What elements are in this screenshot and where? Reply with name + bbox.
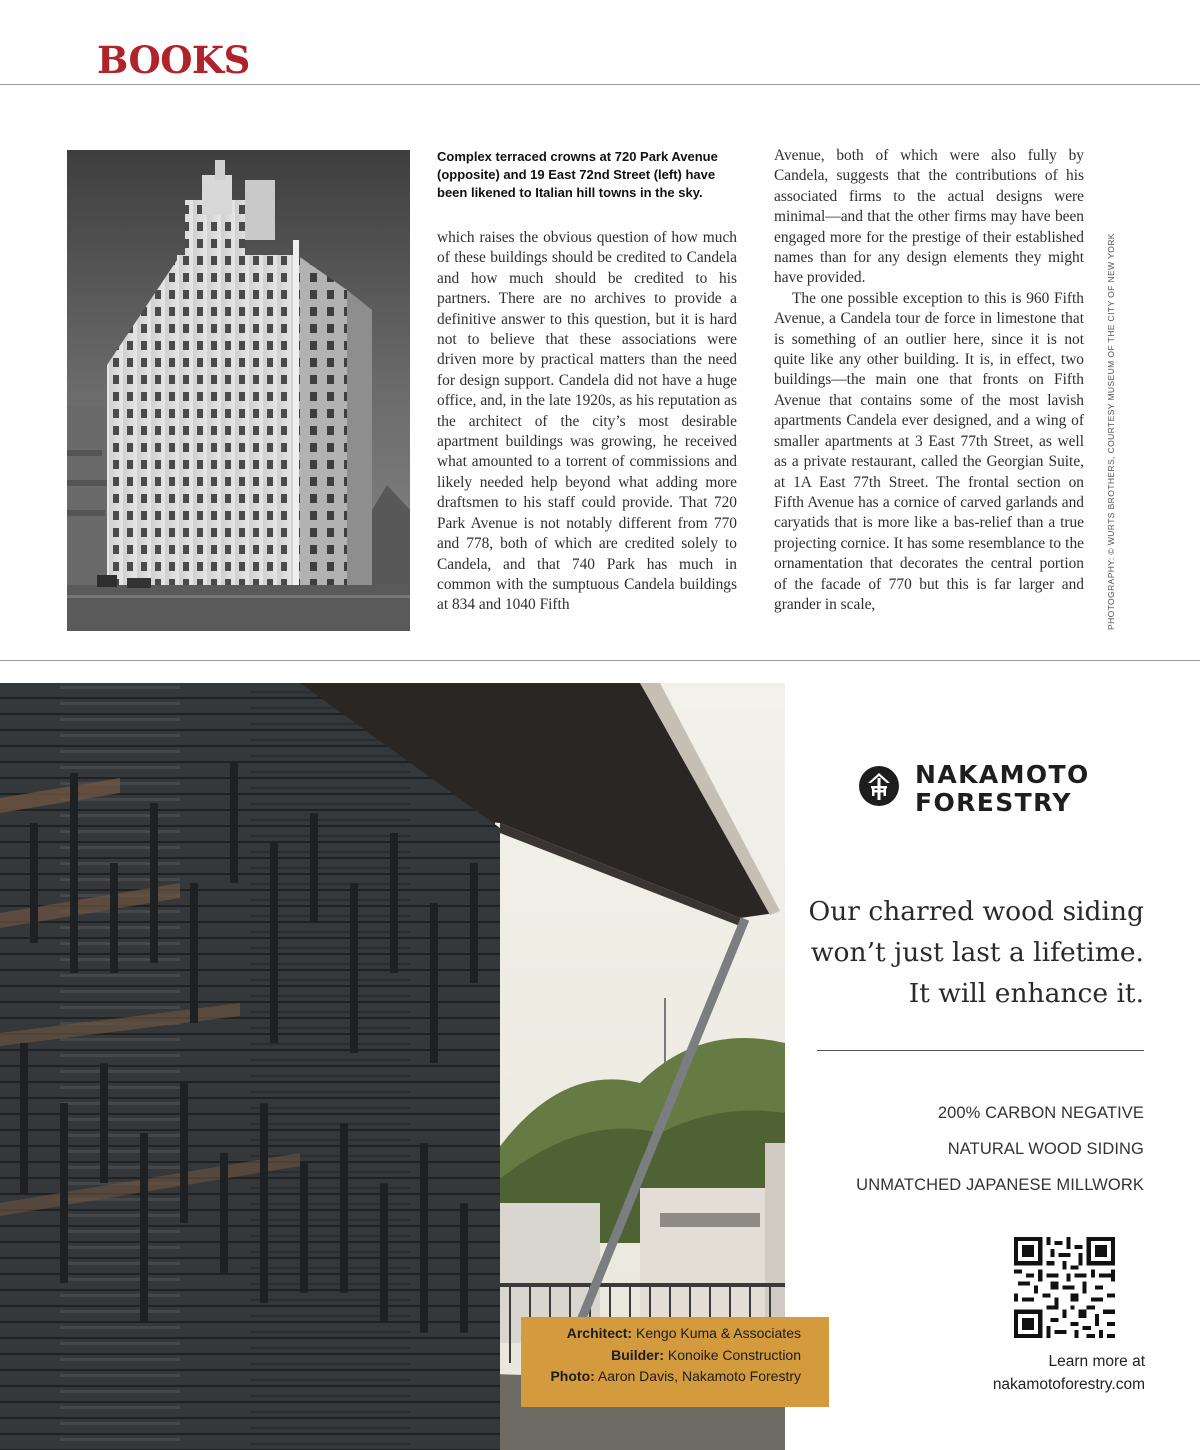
qr-code-icon[interactable] xyxy=(1014,1237,1115,1338)
headline-line: It will enhance it. xyxy=(908,978,1144,1009)
section-label: BOOKS xyxy=(97,38,250,82)
credit-value: Kengo Kuma & Associates xyxy=(636,1325,801,1341)
headline-line: Our charred wood siding xyxy=(808,896,1144,927)
article-paragraph: which raises the obvious question of how much of these buildings should be credited to Candela and how much should be credited to his partners. There are no archives to provide a definitive answer to this question, but it is hard not to believe that these associations were driven more by practical matters than the need for design support. Candela did not have a huge office, and, in the late 1920s, as his reputation as the architect of the city’s most desirable apartment buildings was growing, he received what amounted to a torrent of commissions and likely needed help beyond what adding more draftsmen to his staff could provide. That 720 Park Avenue is not notably different from 770 and 778, both of which are credited solely to Candela, and that 740 Park has much in common with the sumptuous Candela buildings at 834 and 1040 Fifth xyxy=(437,229,737,614)
credit-architect xyxy=(531,1323,801,1345)
credit-value: Konoike Construction xyxy=(667,1346,801,1363)
credit-value: Aaron Davis, Nakamoto Forestry xyxy=(597,1368,801,1384)
article-column-1 xyxy=(437,228,737,616)
ad-rule xyxy=(817,1050,1144,1051)
photo-credit: PHOTOGRAPHY: © WURTS BROTHERS, COURTESY MUSEUM OF THE CITY OF NEW YORK xyxy=(1106,233,1116,630)
feature-item: NATURAL WOOD SIDING xyxy=(947,1140,1144,1158)
building-photo xyxy=(67,150,410,631)
brand-line-2: FORESTRY xyxy=(915,788,1072,817)
article-column-2 xyxy=(774,146,1084,615)
credit-label: Builder: xyxy=(611,1346,665,1363)
learn-more xyxy=(905,1350,1145,1396)
credit-photo xyxy=(531,1366,801,1388)
ad-headline xyxy=(744,891,1144,1014)
learn-more-label: Learn more at xyxy=(1048,1353,1145,1370)
article-paragraph: The one possible exception to this is 960 Fifth Avenue, a Candela tour de force in limestone that is something of an outlier here, since it is not quite like any other building. It is, in effect, two buildings—the main one that fronts on Fifth Avenue that contains some of the most lavish apartments Candela ever designed, and a wing of smaller apartments at 3 East 77th Street, as well as a private restaurant, called the Georgian Suite, at 1A East 77th Street. The frontal section on Fifth Avenue has a cornice of carved garlands and caryatids that is more like a bas-relief than a true projecting cornice. It has some resemblance to the ornamentation that decorates the central portion of the facade of 770 but this is far larger and grander in scale, xyxy=(774,289,1084,613)
ad-credit-box xyxy=(521,1317,829,1407)
header-divider xyxy=(0,84,1200,85)
website-link[interactable]: nakamotoforestry.com xyxy=(992,1376,1145,1393)
photo-caption: Complex terraced crowns at 720 Park Avenue (opposite) and 19 East 72nd Street (left) have been likened to Italian hill towns in the sky. xyxy=(437,149,718,200)
nakamoto-logo-icon xyxy=(859,766,899,806)
headline-line: won’t just last a lifetime. xyxy=(810,937,1144,968)
credit-label: Architect: xyxy=(566,1325,633,1341)
ad-divider xyxy=(0,660,1200,661)
brand-logo xyxy=(859,760,1159,817)
feature-item: UNMATCHED JAPANESE MILLWORK xyxy=(856,1176,1144,1194)
feature-list xyxy=(784,1095,1144,1203)
credit-builder xyxy=(531,1345,801,1367)
brand-line-1: NAKAMOTO xyxy=(915,760,1090,789)
credit-label: Photo: xyxy=(550,1368,595,1384)
article-paragraph: Avenue, both of which were also fully by Candela, suggests that the contributions of his associated firms to the actual designs were minimal—and that the other firms may have been engaged more for the prestige of their established names than for any design elements they might have provided. xyxy=(774,147,1084,287)
brand-name xyxy=(915,761,1090,817)
feature-item: 200% CARBON NEGATIVE xyxy=(937,1104,1144,1122)
